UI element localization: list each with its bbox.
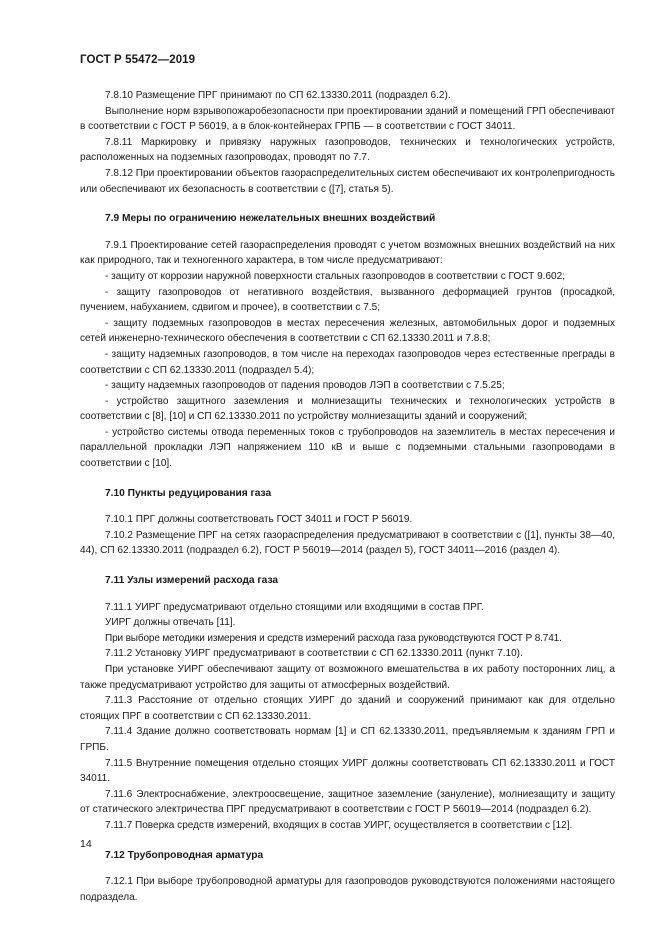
paragraph-7-8-10-continued: Выполнение норм взрывопожаробезопасности при проектировании зданий и помещений ГРП обеспечивают в соответствии с ГОСТ Р 56019, а в блок-контейнерах ГРПБ — в соответствии с ГОСТ 34011. xyxy=(80,105,615,133)
list-item: - защиту от коррозии наружной поверхности стальных газопроводов в соответствии с ГОСТ 9.602; xyxy=(105,270,565,282)
list-item: - защиту подземных газопроводов в местах пересечения железных, автомобильных дорог и подземных сетей инженерно-технического обеспечения в соответствии с СП 62.13330.2011 и 7.8.8; xyxy=(80,317,615,345)
paragraph-7-11-7: 7.11.7 Поверка средств измерений, входящих в состав УИРГ, осуществляется в соответствии с [12]. xyxy=(105,819,573,831)
paragraph-7-11-5: 7.11.5 Внутренние помещения отдельно стоящих УИРГ должны соответствовать СП 62.13330.2011 и ГОСТ 34011. xyxy=(80,757,615,785)
paragraph-7-11-4: 7.11.4 Здание должно соответствовать нормам [1] и СП 62.13330.2011, предъявляемым к зданиям ГРП и ГРПБ. xyxy=(80,726,615,753)
list-item: - защиту газопроводов от негативного воздействия, вызванного деформацией грунтов (просадкой, пучением, набуханием, сдвигом и прочее), в соответствии с 7.5; xyxy=(80,286,615,314)
paragraph-7-10-2: 7.10.2 Размещение ПРГ на сетях газораспределения предусматривают в соответствии с ([1], пункты 38—40, 44), СП 62.13330.2011 (подраздел 6.2), ГОСТ Р 56019—2014 (раздел 5), ГОСТ 34011—2016 (раздел 4). xyxy=(80,529,615,557)
paragraph-7-11-3: 7.11.3 Расстояние от отдельно стоящих УИРГ до зданий и сооружений принимают как для отдельно стоящих ПРГ в соответствии с СП 62.13330.2011. xyxy=(80,695,615,722)
paragraph-7-11-6: 7.11.6 Электроснабжение, электроосвещение, защитное заземление (зануление), молниезащиту и защиту от статического электричества ПРГ предусматривают в соответствии с ГОСТ Р 56019—2014 (подраздел 6.2). xyxy=(80,788,615,816)
list-item: - защиту надземных газопроводов, в том числе на переходах газопроводов через естественные преграды в соответствии с СП 62.13330.2011 (подраздел 5.4); xyxy=(80,348,615,376)
paragraph-7-10-1: 7.10.1 ПРГ должны соответствовать ГОСТ 34011 и ГОСТ Р 56019. xyxy=(105,514,413,526)
paragraph-7-11-1-continued: УИРГ должны отвечать [11]. xyxy=(105,617,236,629)
paragraph-7-11-2: 7.11.2 Установку УИРГ предусматривают в соответствии с СП 62.13330.2011 (пункт 7.10). xyxy=(105,648,523,660)
section-heading-7-9: 7.9 Меры по ограничению нежелательных внешних воздействий xyxy=(105,213,436,225)
page-number: 14 xyxy=(80,838,92,850)
paragraph-7-9-1: 7.9.1 Проектирование сетей газораспределения проводят с учетом возможных внешних воздействий на них как природного, так и техногенного характера, в том числе предусматривают: xyxy=(80,239,615,267)
paragraph-7-12-1: 7.12.1 При выборе трубопроводной арматуры для газопроводов руководствуются положениями настоящего подраздела. xyxy=(80,876,615,903)
paragraph-7-11-2-continued: При установке УИРГ обеспечивают защиту от возможного вмешательства в их работу посторонних лиц, а также предусматривают устройство для защиты от атмосферных воздействий. xyxy=(80,664,615,691)
paragraph-7-11-1-method: При выборе методики измерения и средств измерений расхода газа руководствуются ГОСТ Р 8.741. xyxy=(105,632,562,644)
section-heading-7-10: 7.10 Пункты редуцирования газа xyxy=(105,487,272,499)
section-heading-7-12: 7.12 Трубопроводная арматура xyxy=(105,849,264,861)
list-item: - защиту надземных газопроводов от падения проводов ЛЭП в соответствии с 7.5.25; xyxy=(105,380,505,392)
list-item: - устройство системы отвода переменных токов с трубопроводов на заземлитель в местах пересечения и параллельной прокладки ЛЭП напряжением 110 кВ и выше с подземными стальными газопроводами в соответствии с [10]. xyxy=(80,426,615,470)
paragraph-7-8-11: 7.8.11 Маркировку и привязку наружных газопроводов, технических и технологических устройств, расположенных на подземных газопроводах, проводят по 7.7. xyxy=(80,136,615,164)
paragraph-7-8-12: 7.8.12 При проектировании объектов газораспределительных систем обеспечивают их контролепригодность или обеспечивают их безопасность в соответствии с ([7], статья 5). xyxy=(80,167,615,195)
list-item: - устройство защитного заземления и молниезащиты технических и технологических устройств в соответствии с [8], [10] и СП 62.13330.2011 по устройству молниезащиты зданий и сооружений; xyxy=(80,395,615,423)
paragraph-7-8-10: 7.8.10 Размещение ПРГ принимают по СП 62.13330.2011 (подраздел 6.2). xyxy=(105,90,451,101)
paragraph-7-11-1: 7.11.1 УИРГ предусматривают отдельно стоящими или входящими в состав ПРГ. xyxy=(105,601,484,613)
document-body xyxy=(80,88,615,905)
document-header: ГОСТ Р 55472—2019 xyxy=(80,54,196,66)
section-heading-7-11: 7.11 Узлы измерений расхода газа xyxy=(105,575,279,587)
